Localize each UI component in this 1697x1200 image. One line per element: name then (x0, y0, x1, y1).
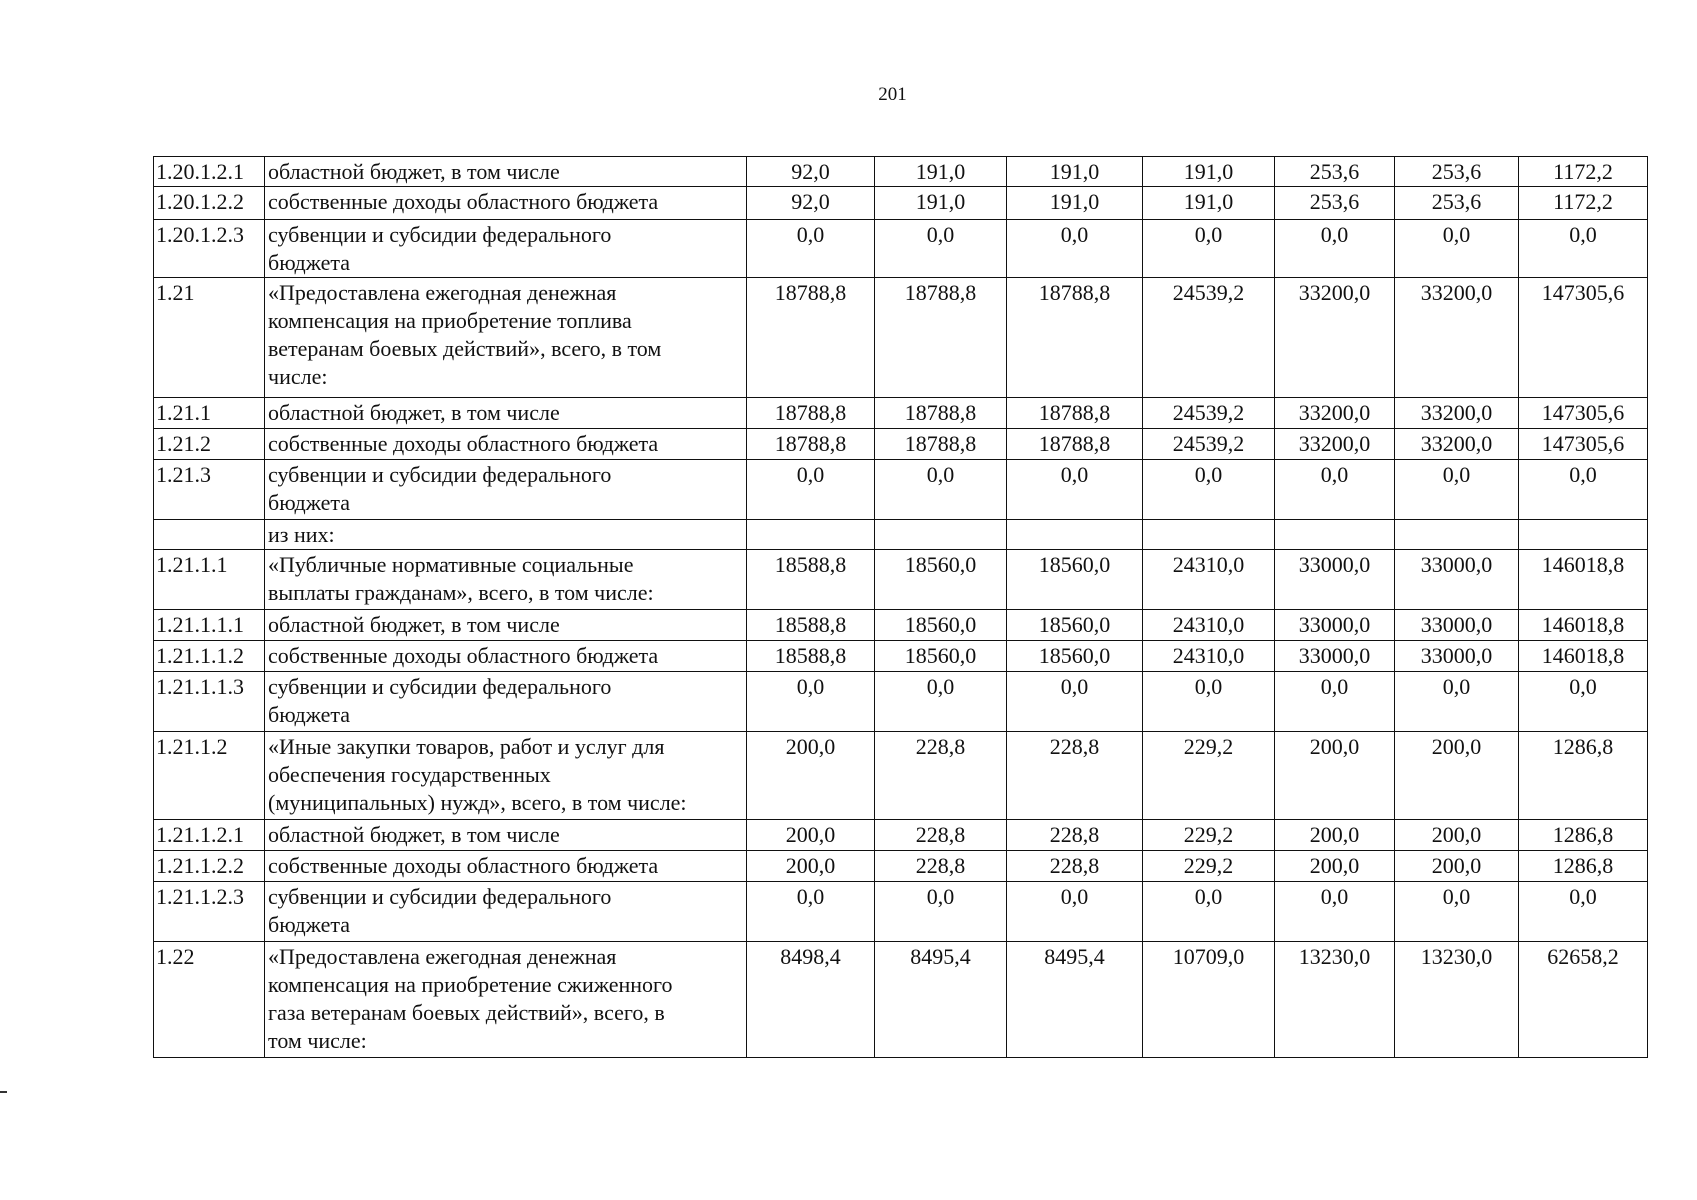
table-row (154, 220, 1648, 278)
row-code: 1.22 (154, 942, 265, 1058)
table-row (154, 820, 1648, 851)
value-cell: 18788,8 (747, 278, 875, 398)
value-cell: 253,6 (1275, 157, 1395, 187)
value-cell: 18588,8 (747, 610, 875, 641)
value-cell (1395, 520, 1519, 550)
value-cell: 24310,0 (1143, 550, 1275, 610)
value-cell: 0,0 (1007, 460, 1143, 520)
value-cell: 0,0 (875, 672, 1007, 732)
table-row (154, 278, 1648, 398)
value-cell: 13230,0 (1395, 942, 1519, 1058)
table-row (154, 672, 1648, 732)
value-cell: 18560,0 (875, 550, 1007, 610)
row-code (154, 520, 265, 550)
value-cell: 228,8 (1007, 851, 1143, 882)
value-cell: 0,0 (1143, 460, 1275, 520)
value-cell: 18788,8 (1007, 429, 1143, 460)
row-name: собственные доходы областного бюджета (265, 187, 747, 220)
row-name: субвенции и субсидии федерального бюджета (265, 220, 747, 278)
value-cell: 0,0 (1519, 672, 1648, 732)
value-cell: 0,0 (747, 460, 875, 520)
value-cell: 200,0 (747, 820, 875, 851)
value-cell: 0,0 (1275, 220, 1395, 278)
value-cell: 24310,0 (1143, 610, 1275, 641)
row-name: областной бюджет, в том числе (265, 820, 747, 851)
value-cell: 0,0 (1275, 672, 1395, 732)
value-cell: 1172,2 (1519, 157, 1648, 187)
row-name: субвенции и субсидии федерального бюджета (265, 672, 747, 732)
value-cell: 18788,8 (747, 398, 875, 429)
value-cell: 18560,0 (1007, 610, 1143, 641)
value-cell: 33000,0 (1395, 641, 1519, 672)
value-cell: 229,2 (1143, 820, 1275, 851)
value-cell: 33000,0 (1395, 610, 1519, 641)
value-cell: 0,0 (1007, 220, 1143, 278)
value-cell: 191,0 (875, 187, 1007, 220)
row-name: «Предоставлена ежегодная денежная компенсация на приобретение сжиженного газа ветеранам боевых действий», всего, в том числе: (265, 942, 747, 1058)
value-cell: 1172,2 (1519, 187, 1648, 220)
value-cell: 0,0 (1395, 672, 1519, 732)
row-name: субвенции и субсидии федерального бюджета (265, 882, 747, 942)
row-code: 1.21.1.2.3 (154, 882, 265, 942)
value-cell: 228,8 (1007, 820, 1143, 851)
table-row (154, 460, 1648, 520)
value-cell: 0,0 (1519, 220, 1648, 278)
value-cell: 0,0 (1143, 672, 1275, 732)
value-cell: 8495,4 (875, 942, 1007, 1058)
value-cell: 18560,0 (1007, 641, 1143, 672)
value-cell: 8495,4 (1007, 942, 1143, 1058)
value-cell: 24539,2 (1143, 429, 1275, 460)
value-cell: 18588,8 (747, 550, 875, 610)
value-cell: 147305,6 (1519, 278, 1648, 398)
value-cell: 191,0 (1143, 187, 1275, 220)
row-name: собственные доходы областного бюджета (265, 641, 747, 672)
value-cell: 146018,8 (1519, 550, 1648, 610)
value-cell: 0,0 (1007, 672, 1143, 732)
value-cell: 10709,0 (1143, 942, 1275, 1058)
value-cell: 1286,8 (1519, 820, 1648, 851)
value-cell: 228,8 (1007, 732, 1143, 820)
value-cell: 0,0 (1395, 220, 1519, 278)
value-cell: 24539,2 (1143, 278, 1275, 398)
value-cell: 200,0 (1275, 732, 1395, 820)
value-cell: 253,6 (1275, 187, 1395, 220)
row-code: 1.21.1.2.2 (154, 851, 265, 882)
row-name: областной бюджет, в том числе (265, 157, 747, 187)
row-name: «Иные закупки товаров, работ и услуг для обеспечения государственных (муниципальных) нужд», всего, в том числе: (265, 732, 747, 820)
row-name: субвенции и субсидии федерального бюджета (265, 460, 747, 520)
value-cell: 92,0 (747, 187, 875, 220)
value-cell: 147305,6 (1519, 429, 1648, 460)
value-cell: 33200,0 (1395, 398, 1519, 429)
row-code: 1.20.1.2.1 (154, 157, 265, 187)
row-code: 1.21.1 (154, 398, 265, 429)
value-cell: 13230,0 (1275, 942, 1395, 1058)
value-cell: 146018,8 (1519, 610, 1648, 641)
value-cell: 0,0 (1395, 460, 1519, 520)
row-name: собственные доходы областного бюджета (265, 429, 747, 460)
value-cell: 33000,0 (1275, 610, 1395, 641)
value-cell: 18588,8 (747, 641, 875, 672)
table-row (154, 942, 1648, 1058)
value-cell: 228,8 (875, 820, 1007, 851)
value-cell: 200,0 (1275, 820, 1395, 851)
value-cell (1519, 520, 1648, 550)
row-name: областной бюджет, в том числе (265, 398, 747, 429)
row-code: 1.21.1.1 (154, 550, 265, 610)
table-row (154, 398, 1648, 429)
value-cell (875, 520, 1007, 550)
row-name: из них: (265, 520, 747, 550)
value-cell: 8498,4 (747, 942, 875, 1058)
row-name: областной бюджет, в том числе (265, 610, 747, 641)
value-cell (747, 520, 875, 550)
table-row (154, 882, 1648, 942)
value-cell: 0,0 (875, 460, 1007, 520)
value-cell: 0,0 (1519, 882, 1648, 942)
row-code: 1.21.2 (154, 429, 265, 460)
table-row (154, 187, 1648, 220)
value-cell: 18560,0 (875, 610, 1007, 641)
value-cell: 229,2 (1143, 732, 1275, 820)
value-cell: 1286,8 (1519, 732, 1648, 820)
row-code: 1.20.1.2.2 (154, 187, 265, 220)
value-cell (1007, 520, 1143, 550)
value-cell (1275, 520, 1395, 550)
page-number: 201 (878, 84, 907, 105)
value-cell: 92,0 (747, 157, 875, 187)
value-cell: 33000,0 (1275, 550, 1395, 610)
value-cell: 18560,0 (1007, 550, 1143, 610)
value-cell: 0,0 (875, 882, 1007, 942)
table-row (154, 641, 1648, 672)
row-code: 1.20.1.2.3 (154, 220, 265, 278)
value-cell: 191,0 (1007, 157, 1143, 187)
table-row (154, 732, 1648, 820)
row-name: собственные доходы областного бюджета (265, 851, 747, 882)
value-cell: 24310,0 (1143, 641, 1275, 672)
value-cell: 1286,8 (1519, 851, 1648, 882)
row-code: 1.21.1.2.1 (154, 820, 265, 851)
row-code: 1.21 (154, 278, 265, 398)
value-cell: 200,0 (747, 732, 875, 820)
table-row (154, 851, 1648, 882)
value-cell: 200,0 (1395, 820, 1519, 851)
value-cell: 24539,2 (1143, 398, 1275, 429)
value-cell: 33200,0 (1275, 429, 1395, 460)
value-cell: 200,0 (1395, 851, 1519, 882)
value-cell: 33000,0 (1275, 641, 1395, 672)
value-cell: 18788,8 (875, 398, 1007, 429)
value-cell: 33200,0 (1395, 429, 1519, 460)
value-cell: 0,0 (747, 672, 875, 732)
value-cell: 0,0 (747, 882, 875, 942)
table-body (154, 157, 1648, 1058)
table-row (154, 157, 1648, 187)
value-cell: 18788,8 (875, 278, 1007, 398)
value-cell: 253,6 (1395, 157, 1519, 187)
value-cell: 33200,0 (1275, 278, 1395, 398)
row-code: 1.21.1.1.2 (154, 641, 265, 672)
value-cell (1143, 520, 1275, 550)
value-cell: 0,0 (1007, 882, 1143, 942)
row-name: «Публичные нормативные социальные выплаты гражданам», всего, в том числе: (265, 550, 747, 610)
value-cell: 33000,0 (1395, 550, 1519, 610)
table-row (154, 550, 1648, 610)
value-cell: 18788,8 (875, 429, 1007, 460)
value-cell: 62658,2 (1519, 942, 1648, 1058)
value-cell: 18560,0 (875, 641, 1007, 672)
value-cell: 147305,6 (1519, 398, 1648, 429)
value-cell: 18788,8 (1007, 398, 1143, 429)
value-cell: 18788,8 (747, 429, 875, 460)
value-cell: 0,0 (747, 220, 875, 278)
value-cell: 0,0 (1275, 460, 1395, 520)
table-row (154, 520, 1648, 550)
value-cell: 191,0 (1007, 187, 1143, 220)
edge-mark (0, 1091, 7, 1093)
row-code: 1.21.1.1.3 (154, 672, 265, 732)
value-cell: 228,8 (875, 732, 1007, 820)
value-cell: 191,0 (1143, 157, 1275, 187)
row-code: 1.21.1.1.1 (154, 610, 265, 641)
row-code: 1.21.1.2 (154, 732, 265, 820)
value-cell: 200,0 (1395, 732, 1519, 820)
value-cell: 18788,8 (1007, 278, 1143, 398)
budget-table (153, 156, 1648, 1058)
value-cell: 229,2 (1143, 851, 1275, 882)
value-cell: 146018,8 (1519, 641, 1648, 672)
value-cell: 200,0 (747, 851, 875, 882)
value-cell: 0,0 (1395, 882, 1519, 942)
value-cell: 253,6 (1395, 187, 1519, 220)
table-row (154, 429, 1648, 460)
value-cell: 200,0 (1275, 851, 1395, 882)
value-cell: 0,0 (1519, 460, 1648, 520)
value-cell: 228,8 (875, 851, 1007, 882)
value-cell: 191,0 (875, 157, 1007, 187)
value-cell: 0,0 (1275, 882, 1395, 942)
value-cell: 33200,0 (1275, 398, 1395, 429)
value-cell: 33200,0 (1395, 278, 1519, 398)
table-row (154, 610, 1648, 641)
row-code: 1.21.3 (154, 460, 265, 520)
value-cell: 0,0 (875, 220, 1007, 278)
value-cell: 0,0 (1143, 220, 1275, 278)
row-name: «Предоставлена ежегодная денежная компенсация на приобретение топлива ветеранам боевых действий», всего, в том числе: (265, 278, 747, 398)
value-cell: 0,0 (1143, 882, 1275, 942)
